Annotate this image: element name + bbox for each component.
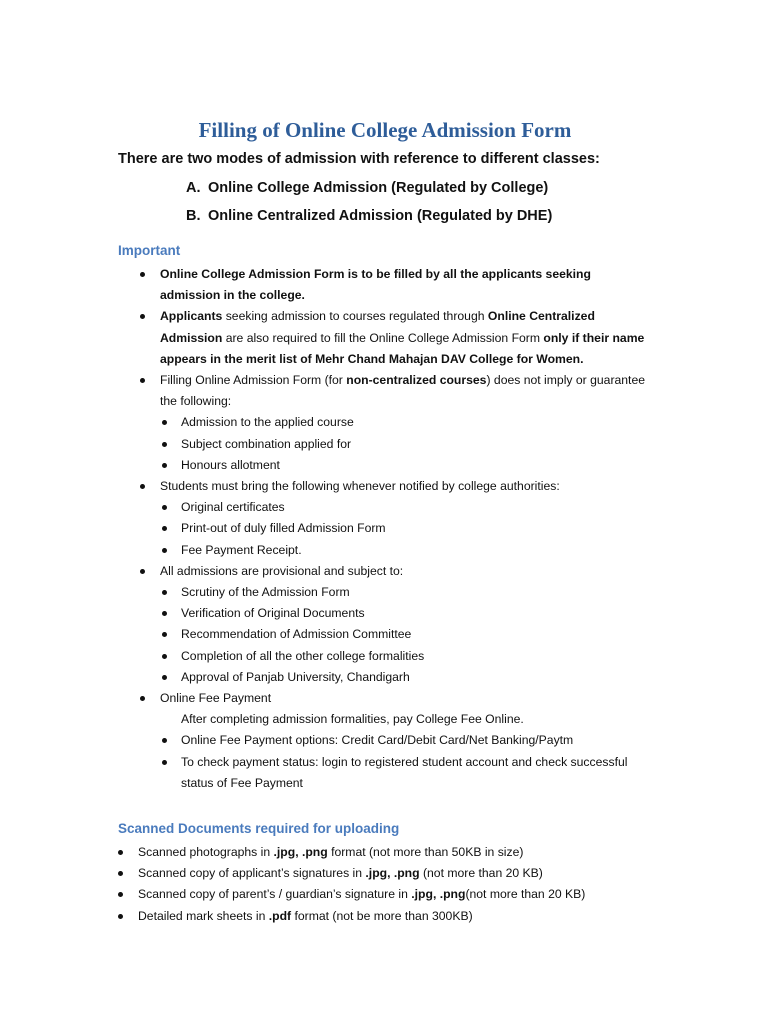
- page-title: Filling of Online College Admission Form: [198, 118, 572, 142]
- bullet-icon: [162, 590, 167, 595]
- sub-item-text: Print-out of duly filled Admission Form: [181, 521, 386, 536]
- sub-item-text: Recommendation of Admission Committee: [181, 627, 412, 642]
- mode-text: Online Centralized Admission (Regulated by DHE): [208, 208, 553, 224]
- bullet-icon: [162, 760, 167, 765]
- sub-item-text: Original certificates: [181, 500, 285, 515]
- bullet-icon: [140, 569, 145, 574]
- file-format: .jpg, .png: [411, 887, 466, 902]
- bullet-icon: [118, 850, 123, 855]
- list-item: [96, 842, 696, 863]
- item-text-part: Scanned photographs in: [138, 845, 274, 859]
- bullet-icon: [162, 675, 167, 680]
- bullet-icon: [118, 892, 123, 897]
- item-text-part: (not more than 20 KB): [465, 887, 586, 902]
- bullet-icon: [162, 738, 167, 743]
- sub-item-text: Admission to the applied course: [181, 415, 354, 430]
- sub-list-item: [160, 582, 648, 603]
- bullet-icon: [140, 696, 145, 701]
- item-text-part: format (not be more than 300KB): [291, 908, 473, 923]
- mode-item: [186, 206, 552, 234]
- sub-item-text: Scrutiny of the Admission Form: [181, 585, 350, 600]
- scanned-documents-heading: Scanned Documents required for uploading: [118, 821, 400, 836]
- sub-list: [160, 497, 648, 561]
- mode-text: Online College Admission (Regulated by College): [208, 180, 549, 196]
- important-heading: Important: [118, 243, 181, 258]
- list-item: [118, 306, 648, 370]
- item-text: Online College Admission Form is to be filled by all the applicants seeking admission in the college.: [160, 267, 591, 303]
- item-text: Students must bring the following whenever notified by college authorities:: [160, 479, 560, 494]
- list-item: [96, 884, 696, 905]
- sub-list-item: [160, 540, 648, 561]
- bullet-icon: [118, 914, 123, 919]
- list-item: [96, 863, 696, 884]
- sub-list: [160, 582, 648, 688]
- file-format: .jpg, .png: [273, 845, 328, 859]
- bullet-icon: [140, 484, 145, 489]
- bullet-icon: [162, 548, 167, 553]
- item-text-part: Scanned copy of applicant’s signatures in: [138, 866, 366, 881]
- bullet-icon: [140, 314, 145, 319]
- item-text-part: seeking admission to courses regulated through: [222, 309, 488, 324]
- bullet-icon: [140, 272, 145, 277]
- item-text-part: Scanned copy of parent’s / guardian’s signature in: [138, 887, 412, 902]
- sub-item-text: Online Fee Payment options: Credit Card/Debit Card/Net Banking/Paytm: [181, 733, 574, 748]
- item-text-part: non-centralized courses: [346, 373, 487, 388]
- sub-list-item: [160, 730, 648, 751]
- sub-item-text: Honours allotment: [181, 457, 280, 472]
- item-text-part: are also required to fill the Online College Admission Form: [222, 330, 544, 345]
- intro-text: There are two modes of admission with reference to different classes:: [118, 151, 600, 167]
- sub-list: [160, 730, 648, 794]
- bullet-icon: [162, 420, 167, 425]
- item-text-part: (not more than 20 KB): [419, 866, 543, 881]
- sub-list-item: [160, 624, 648, 645]
- sub-list-item: [160, 603, 648, 624]
- file-format: .jpg, .png: [365, 866, 420, 881]
- list-item: [118, 688, 648, 794]
- list-item: [118, 561, 648, 688]
- fee-note: After completing admission formalities, pay College Fee Online.: [181, 712, 524, 727]
- bullet-icon: [162, 526, 167, 531]
- item-text: All admissions are provisional and subject to:: [160, 563, 404, 578]
- mode-marker: A.: [186, 180, 201, 196]
- admission-modes-list: [186, 178, 552, 234]
- important-list: [118, 264, 648, 794]
- sub-list-item: [160, 455, 648, 476]
- item-text-part: Filling Online Admission Form (for: [160, 373, 347, 388]
- sub-item-text: Completion of all the other college formalities: [181, 648, 425, 663]
- sub-list-item: [160, 646, 648, 667]
- item-text-part: format (not more than 50KB in size): [327, 845, 524, 859]
- item-text-part: Online Centralized Admission: [160, 309, 595, 345]
- bullet-icon: [162, 463, 167, 468]
- sub-list-item: [160, 412, 648, 433]
- sub-item-text: Approval of Panjab University, Chandigarh: [181, 669, 410, 684]
- bullet-icon: [162, 505, 167, 510]
- list-item: [118, 264, 648, 306]
- sub-list-item: [160, 434, 648, 455]
- mode-item: [186, 178, 552, 206]
- bullet-icon: [162, 632, 167, 637]
- file-format: .pdf: [268, 908, 292, 923]
- sub-list-item: [160, 752, 648, 794]
- list-item: [96, 906, 696, 927]
- bullet-icon: [162, 442, 167, 447]
- item-text: Online Fee Payment: [160, 691, 272, 706]
- mode-marker: B.: [186, 208, 201, 224]
- scanned-documents-list: [96, 842, 696, 927]
- sub-item-text: To check payment status: login to registered student account and check successful status of Fee Payment: [181, 754, 628, 790]
- sub-list-item: [160, 518, 648, 539]
- sub-list-item: [160, 667, 648, 688]
- sub-item-text: Fee Payment Receipt.: [181, 542, 302, 557]
- item-text-part: Applicants: [160, 309, 223, 324]
- sub-item-text: Verification of Original Documents: [181, 606, 365, 621]
- sub-list: [160, 412, 648, 476]
- item-text-part: only if their name appears in the merit list of Mehr Chand Mahajan DAV College for Women.: [160, 330, 645, 366]
- sub-list-item: [160, 497, 648, 518]
- bullet-icon: [118, 871, 123, 876]
- sub-item-text: Subject combination applied for: [181, 436, 352, 451]
- bullet-icon: [162, 654, 167, 659]
- list-item: [118, 370, 648, 476]
- bullet-icon: [162, 611, 167, 616]
- list-item: [118, 476, 648, 561]
- item-text-part: Detailed mark sheets in: [138, 908, 269, 923]
- item-text-part: ) does not imply or guarantee the following:: [160, 373, 645, 409]
- bullet-icon: [140, 378, 145, 383]
